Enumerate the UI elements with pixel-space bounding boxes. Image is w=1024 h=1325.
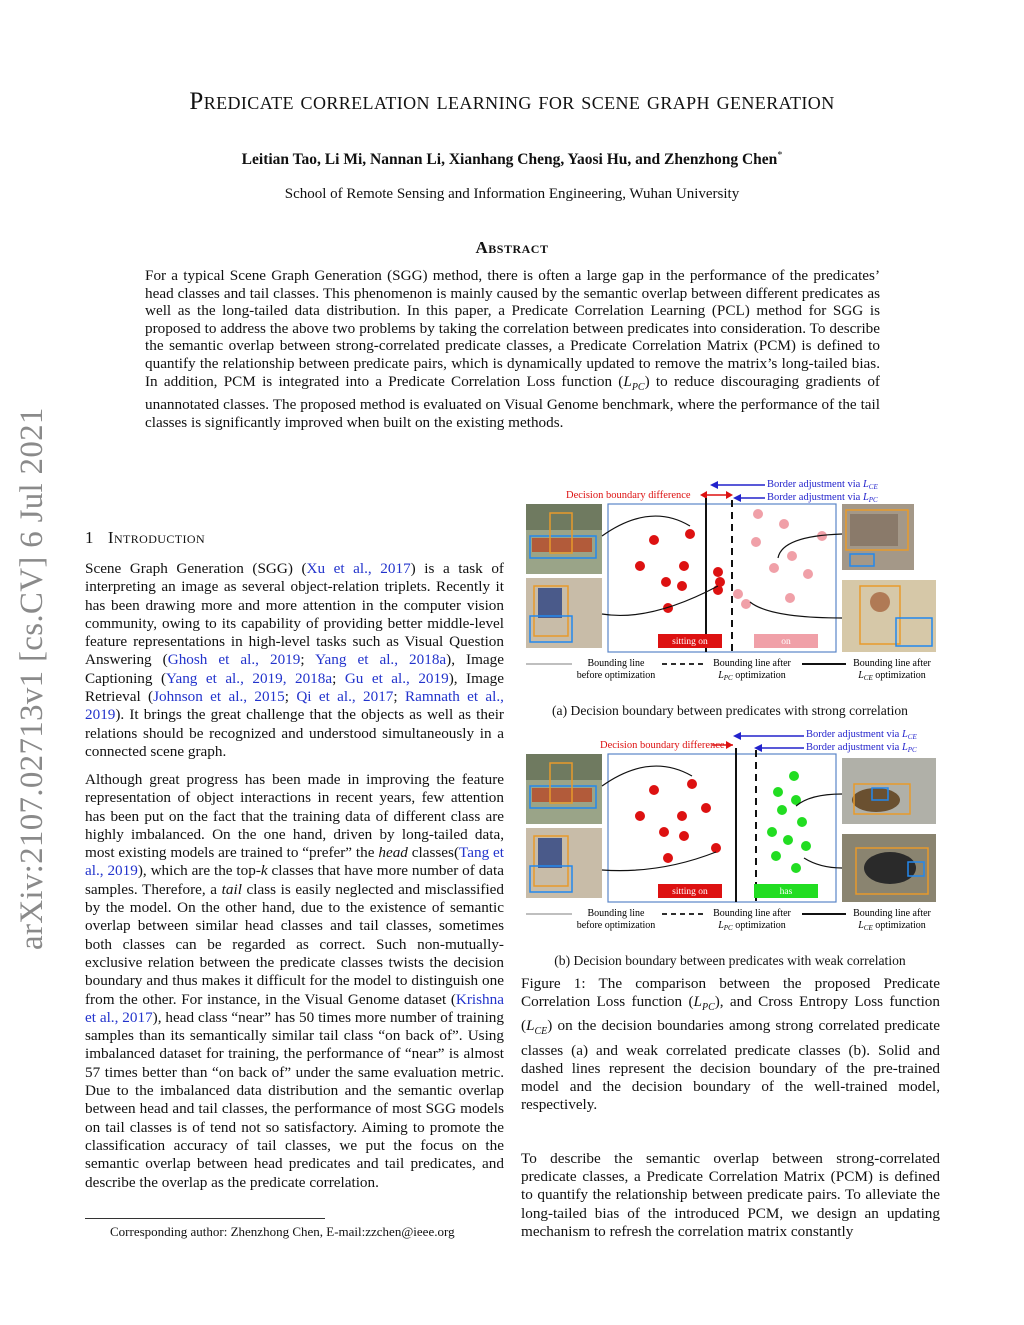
ce-arrow-head	[733, 732, 741, 740]
legend-text: $L_{CE}$ optimization	[858, 920, 926, 932]
citation-link[interactable]: Johnson et al., 2015	[153, 688, 285, 706]
decision-boundary-label: Decision boundary difference	[566, 490, 691, 501]
figure-1a	[520, 478, 940, 719]
decision-boundary-label: Decision boundary difference	[600, 740, 725, 751]
figure-1b-diagram	[520, 728, 940, 958]
legend-text: Bounding line after	[713, 658, 791, 669]
subcaption-b: (b) Decision boundary between predicates with weak correlation	[554, 953, 906, 968]
legend-text: $L_{CE}$ optimization	[858, 670, 926, 682]
legend-text: $L_{PC}$ optimization	[718, 920, 786, 932]
legend-text: Bounding line after	[713, 908, 791, 919]
scene-thumbnail-bench	[526, 504, 602, 574]
pink-points	[733, 509, 827, 609]
legend-text: Bounding line after	[853, 908, 931, 919]
abstract-heading: Abstract	[475, 238, 549, 257]
curve-chair	[602, 586, 718, 615]
curve-person	[750, 602, 842, 618]
footnote-rule	[85, 1218, 325, 1219]
legend-text: Bounding line	[587, 658, 645, 669]
intro-paragraph-1: Scene Graph Generation (SGG) (Xu et al., 2017) is a task of interpreting an image as several object-relation triplets. Recently it has been drawing more and more attention in the computer vision community, owing to its capability of providing better middle-level feature representations in high-level tasks such as Visual Question Answering (Ghosh et al., 2019; Yang et al., 2018a), Image Captioning (Yang et al., 2019, 2018a; Gu et al., 2019), Image Retrieval (Johnson et al., 2015; Qi et al., 2017; Ramnath et al., 2019). It brings the great challenge that the objects as well as their relations should be recognized and understood simultaneously in a connected scene graph.	[85, 560, 504, 760]
citation-link[interactable]: Yang et al., 2018a	[315, 651, 447, 669]
predicate-text-left: sitting on	[672, 887, 708, 897]
scene-thumbnail-chair	[526, 828, 602, 898]
border-ce-label: Border adjustment via LCE	[767, 479, 878, 491]
right-column-paragraph: To describe the semantic overlap between strong-correlated predicate classes, a Predicate Correlation Matrix (PCM) is defined to quantify the relationship between predicate pairs. To alleviate the long-tailed bias of the introduced PCM, we design an updating mechanism to refresh the correlation matrix constantly	[521, 1150, 940, 1240]
scene-thumbnail-truck	[842, 504, 914, 570]
paper-title: Predicate correlation learning for scene graph generation	[189, 88, 835, 115]
citation-link[interactable]: Yang et al., 2019, 2018a	[166, 669, 333, 687]
legend-text: Bounding line after	[853, 658, 931, 669]
citation-link[interactable]: Ramnath et al., 2019	[85, 688, 504, 724]
citation-link[interactable]: Qi et al., 2017	[296, 688, 394, 706]
section-heading: 1 Introduction	[85, 528, 206, 547]
pc-arrow-head	[733, 494, 741, 502]
legend-text: before optimization	[576, 670, 656, 681]
citation-link[interactable]: Xu et al., 2017	[306, 560, 411, 577]
figure-caption: Figure 1: The comparison between the proposed Predicate Correlation Loss function $(L_{PC})$, and Cross Entropy Loss function $(L_{CE})$ on the decision boundaries among strong correlated predicate classes (a) and weak correlated predicate classes (b). Solid and dashed lines represent the decision boundary of the pre-trained model and the decision boundary of the well-trained model, respectively.	[521, 975, 940, 1114]
border-pc-label: Border adjustment via LPC	[806, 742, 917, 754]
figure-1b	[520, 728, 940, 969]
curve-bench	[602, 766, 692, 786]
scene-thumbnail-dog	[842, 758, 936, 824]
predicate-text-right: has	[779, 887, 793, 897]
citation-link[interactable]: Ghosh et al., 2019	[167, 651, 301, 669]
abstract-text: For a typical Scene Graph Generation (SGG) method, there is often a large gap in the performance of the predicates’ head classes and tail classes. This phenomenon is mainly caused by the semantic overlap between different predicates as well as the long-tailed data distribution. In this paper, a Predicate Correlation Learning (PCL) method for SGG is proposed to address the above two problems by taking the correlation between predicates into consideration. To describe the semantic overlap between strong-correlated predicate classes, a Predicate Correlation Matrix (PCM) is defined to quantify the relationship between predicate pairs, which is dynamically updated to remove the matrix’s long-tailed bias. In addition, PCM is integrated into a Predicate Correlation Loss function $(L_{PC})$ to reduce discouraging gradients of unannotated classes. The proposed method is evaluated on Visual Genome benchmark, where the performance of the tail classes is significantly improved when built on the existing methods.	[145, 267, 880, 431]
curve-bench	[602, 516, 690, 536]
difference-arrow-head	[726, 741, 733, 749]
scene-thumbnail-chair	[526, 578, 602, 648]
footnote: Corresponding author: Zhenzhong Chen, E-mail:zzchen@ieee.org	[110, 1224, 455, 1239]
citation-link[interactable]: Krishna et al., 2017	[85, 990, 504, 1026]
figure-1a-diagram	[520, 478, 940, 708]
border-ce-label: Border adjustment via LCE	[806, 729, 917, 741]
subcaption-a: (a) Decision boundary between predicates with strong correlation	[552, 703, 908, 718]
curve-chair	[602, 852, 716, 871]
scene-thumbnail-person	[842, 580, 936, 652]
ce-arrow-head	[710, 481, 718, 489]
legend-text: before optimization	[576, 920, 656, 931]
affiliation: School of Remote Sensing and Information Engineering, Wuhan University	[284, 186, 740, 202]
predicate-text-left: sitting on	[672, 637, 708, 647]
scene-thumbnail-bench	[526, 754, 602, 824]
legend-text: Bounding line	[587, 908, 645, 919]
legend-text: $L_{PC}$ optimization	[718, 670, 786, 682]
border-pc-label: Border adjustment via LPC	[767, 492, 878, 504]
intro-paragraph-2: Although great progress has been made in improving the feature representation of object interactions in recent years, few attention has been put on the fact that the training data of different class are highly imbalanced. On the one hand, driven by long-tailed data, most existing models are trained to “prefer” the head classes(Tang et al., 2019), which are the top-k classes that have more number of data samples. Therefore, a tail class is easily neglected and misclassified by the model. On the other hand, due to the existence of semantic overlap between similar head classes and tail classes, sometimes both classes can be regarded as correct. Such non-mutually-exclusive relation between the predicate classes twists the decision boundary and thus makes it difficult for the model to distinguish one from the other. For instance, in the Visual Genome dataset (Krishna et al., 2017), head class “near” has 50 times more number of training samples than its semantically similar tail class “on back of”. Using imbalanced dataset for training, the performance of “near” is almost 57 times better than “on back of” under the same evaluation metric. Due to the imbalanced data distribution and the semantic overlap between head and tail classes, the performance of most SGG models on tail classes is of tend not so satisfactory. Aiming to promote the classification accuracy of tail classes, we put the focus on the semantic overlap between head predicates and tail predicates, and describe the overlap as the predicate correlation.	[85, 771, 505, 1191]
arxiv-stamp: arXiv:2107.02713v1 [cs.CV] 6 Jul 2021	[14, 407, 50, 950]
difference-arrow-head-left	[700, 491, 707, 499]
red-points	[635, 529, 725, 613]
citation-link[interactable]: Gu et al., 2019	[344, 669, 449, 687]
feature-space-box	[608, 754, 836, 902]
red-points	[635, 779, 721, 863]
scene-thumbnail-goat	[842, 834, 936, 902]
author-list: Leitian Tao, Li Mi, Nannan Li, Xianhang Cheng, Yaosi Hu, and Zhenzhong Chen*	[241, 150, 783, 169]
difference-arrow-head-right	[726, 491, 733, 499]
curve-dog	[796, 794, 842, 806]
predicate-text-right: on	[781, 637, 791, 647]
citation-link[interactable]: Tang et al., 2019	[85, 844, 505, 880]
